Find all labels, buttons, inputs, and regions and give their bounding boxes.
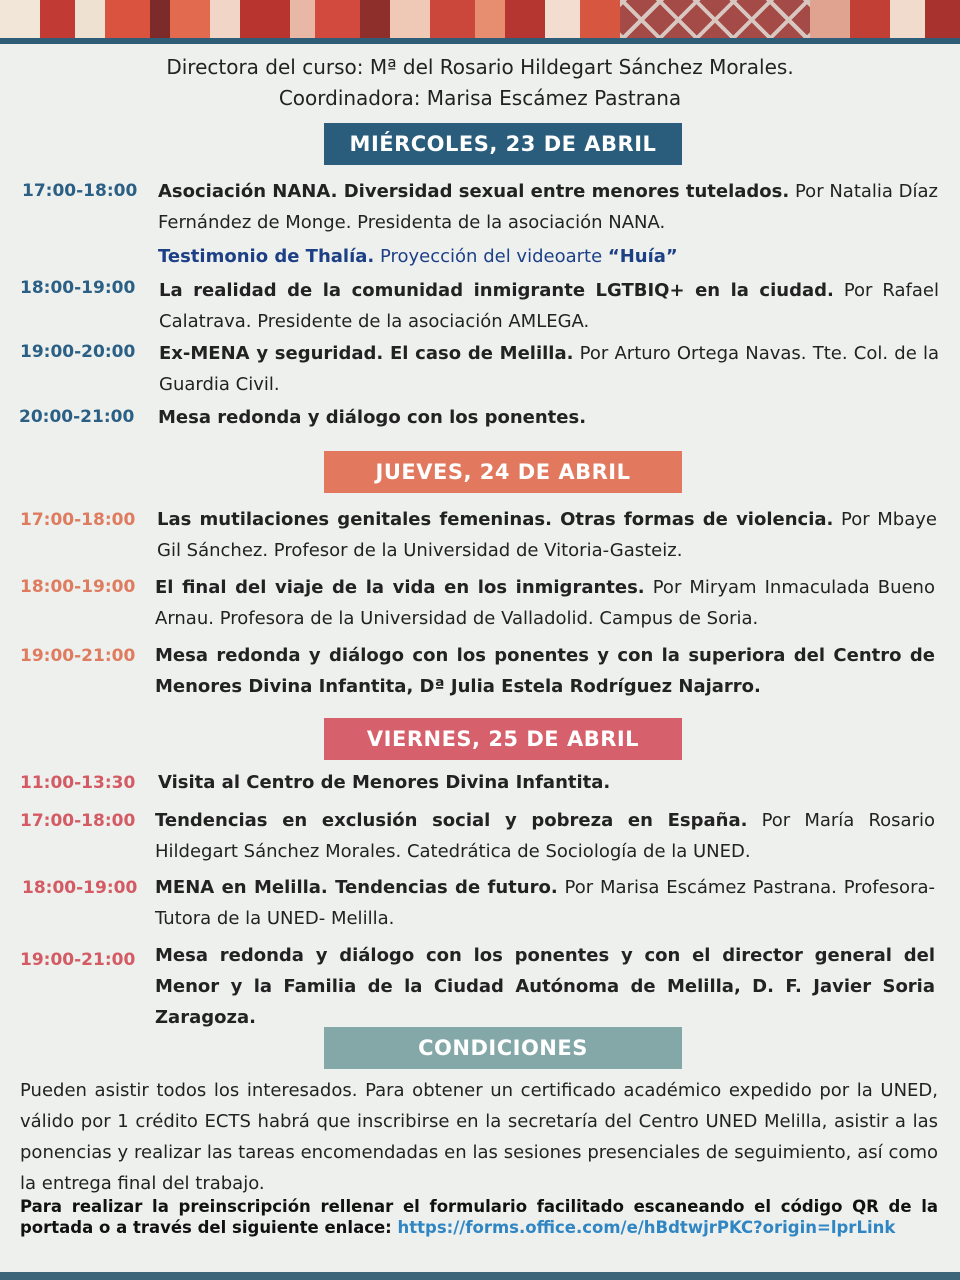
- videoart-title: “Huía”: [607, 246, 678, 267]
- session-title: Asociación NANA. Diversidad sexual entre menores tutelados.: [158, 181, 790, 202]
- day-banner-thursday: JUEVES, 24 DE ABRIL: [324, 451, 682, 493]
- session-title: Las mutilaciones genitales femeninas. Otras formas de violencia.: [157, 509, 834, 530]
- session-entry: [155, 572, 935, 634]
- conditions-text: Pueden asistir todos los interesados. Para obtener un certificado académico expedido por la UNED, válido por 1 crédito ECTS habrá que inscribirse en la secretaría del Centro UNED Melilla, asistir a las ponencias y realizar las tareas encomendadas en las sesiones presenciales de seguimiento, así como la entrega final del trabajo.: [20, 1080, 938, 1194]
- session-speaker: Por Rafael Calatrava. Presidente de la asociación AMLEGA.: [159, 280, 939, 332]
- session-time: 19:00-21:00: [20, 646, 136, 666]
- preinscription-link[interactable]: https://forms.office.com/e/hBdtwjrPKC?origin=lprLink: [397, 1218, 896, 1237]
- session-entry: [157, 504, 937, 566]
- session-entry: [155, 872, 935, 934]
- header-decorative-band: [0, 0, 960, 44]
- session-entry: [155, 640, 935, 702]
- session-time: 11:00-13:30: [20, 773, 136, 793]
- course-coordinator: Coordinadora: Marisa Escámez Pastrana: [278, 86, 682, 110]
- session-title: Ex-MENA y seguridad. El caso de Melilla.: [159, 343, 574, 364]
- session-speaker: Por Arturo Ortega Navas. Tte. Col. de la Guardia Civil.: [159, 343, 939, 395]
- session-speaker: Por María Rosario Hildegart Sánchez Morales. Catedrática de Sociología de la UNED.: [155, 810, 935, 862]
- course-director: Directora del curso: Mª del Rosario Hildegart Sánchez Morales.: [166, 55, 794, 79]
- session-time: 19:00-21:00: [20, 950, 136, 970]
- session-entry: [159, 275, 939, 337]
- session-time: 17:00-18:00: [20, 811, 136, 831]
- day-banner-wednesday: MIÉRCOLES, 23 DE ABRIL: [324, 123, 682, 165]
- session-entry: [158, 767, 938, 798]
- session-speaker: Proyección del videoarte: [374, 246, 608, 267]
- session-title: Mesa redonda y diálogo con los ponentes.: [158, 407, 587, 428]
- footer-band: [0, 1272, 960, 1280]
- session-title: MENA en Melilla. Tendencias de futuro.: [155, 877, 558, 898]
- session-title: Mesa redonda y diálogo con los ponentes y con la superiora del Centro de Menores Divina Infantita, Dª Julia Estela Rodríguez Najarro.: [155, 645, 935, 697]
- preinscription-text: Para realizar la preinscripción rellenar el formulario facilitado escaneando el código QR de la portada o a través del siguiente enlace:: [20, 1197, 938, 1237]
- session-entry: [158, 241, 938, 272]
- session-title: La realidad de la comunidad inmigrante LGTBIQ+ en la ciudad.: [159, 280, 834, 301]
- session-entry: [158, 402, 938, 433]
- session-title: Testimonio de Thalía.: [158, 246, 375, 267]
- session-title: Mesa redonda y diálogo con los ponentes y con el director general del Menor y la Familia de la Ciudad Autónoma de Melilla, D. F. Javier Soria Zaragoza.: [155, 945, 935, 1028]
- session-title: Visita al Centro de Menores Divina Infantita.: [158, 772, 611, 793]
- session-entry: [155, 940, 935, 1033]
- day-banner-friday: VIERNES, 25 DE ABRIL: [324, 718, 682, 760]
- session-speaker: Por Miryam Inmaculada Bueno Arnau. Profesora de la Universidad de Valladolid. Campus de Soria.: [155, 577, 935, 629]
- session-time: 18:00-19:00: [20, 278, 136, 298]
- preinscription-note: [20, 1196, 938, 1238]
- session-entry: [155, 805, 935, 867]
- session-title: Tendencias en exclusión social y pobreza en España.: [155, 810, 748, 831]
- session-entry: [158, 176, 938, 238]
- session-entry: [159, 338, 939, 400]
- session-speaker: Por Marisa Escámez Pastrana. Profesora- Tutora de la UNED- Melilla.: [155, 877, 935, 929]
- conditions-banner: CONDICIONES: [324, 1027, 682, 1069]
- session-time: 17:00-18:00: [20, 510, 136, 530]
- session-time: 19:00-20:00: [20, 342, 136, 362]
- session-time: 17:00-18:00: [22, 181, 138, 201]
- session-time: 20:00-21:00: [19, 407, 135, 427]
- session-speaker: Por Natalia Díaz Fernández de Monge. Presidenta de la asociación NANA.: [158, 181, 939, 233]
- session-title: El final del viaje de la vida en los inmigrantes.: [155, 577, 645, 598]
- session-time: 18:00-19:00: [22, 878, 138, 898]
- session-speaker: Por Mbaye Gil Sánchez. Profesor de la Universidad de Vitoria-Gasteiz.: [157, 509, 937, 561]
- session-time: 18:00-19:00: [20, 577, 136, 597]
